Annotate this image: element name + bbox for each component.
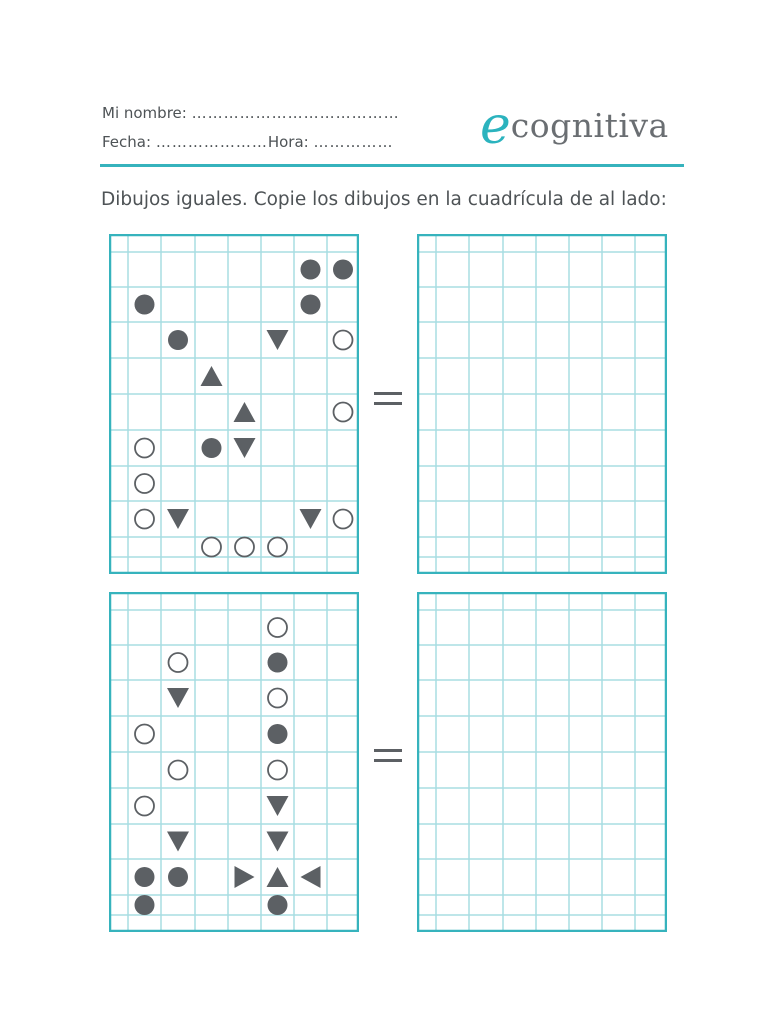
filled-circle-icon bbox=[333, 260, 353, 280]
open-circle-icon bbox=[169, 653, 188, 672]
copy-grid-1[interactable] bbox=[417, 234, 667, 574]
open-circle-icon bbox=[334, 331, 353, 350]
time-field[interactable]: …………… bbox=[313, 133, 394, 151]
triangle-down-icon bbox=[267, 832, 289, 852]
triangle-down-icon bbox=[167, 688, 189, 708]
filled-circle-icon bbox=[268, 895, 288, 915]
equals-sign bbox=[374, 747, 402, 765]
date-field[interactable]: ………………… bbox=[155, 133, 268, 151]
filled-circle-icon bbox=[301, 260, 321, 280]
triangle-down-icon bbox=[167, 509, 189, 529]
date-label: Fecha: bbox=[102, 133, 152, 151]
grid-svg bbox=[417, 234, 667, 574]
open-circle-icon bbox=[235, 538, 254, 557]
triangle-up-icon bbox=[267, 867, 289, 887]
instruction-text: Dibujos iguales. Copie los dibujos en la cuadrícula de al lado: bbox=[101, 189, 667, 210]
open-circle-icon bbox=[268, 689, 287, 708]
filled-circle-icon bbox=[168, 867, 188, 887]
name-field[interactable]: ………………………………… bbox=[191, 104, 400, 122]
open-circle-icon bbox=[135, 797, 154, 816]
grid-svg bbox=[109, 592, 359, 932]
logo-wordmark: cognitiva bbox=[510, 106, 669, 145]
open-circle-icon bbox=[268, 618, 287, 637]
triangle-down-icon bbox=[267, 330, 289, 350]
triangle-down-icon bbox=[267, 796, 289, 816]
open-circle-icon bbox=[202, 538, 221, 557]
header-divider bbox=[100, 164, 684, 167]
name-label: Mi nombre: bbox=[102, 104, 187, 122]
name-line bbox=[102, 104, 400, 122]
filled-circle-icon bbox=[301, 295, 321, 315]
grid-border bbox=[418, 593, 666, 931]
triangle-right-icon bbox=[235, 866, 255, 888]
triangle-down-icon bbox=[234, 438, 256, 458]
triangle-up-icon bbox=[234, 402, 256, 422]
filled-circle-icon bbox=[135, 895, 155, 915]
source-grid-2 bbox=[109, 592, 359, 932]
open-circle-icon bbox=[135, 510, 154, 529]
filled-circle-icon bbox=[268, 724, 288, 744]
time-label: Hora: bbox=[267, 133, 309, 151]
open-circle-icon bbox=[135, 725, 154, 744]
open-circle-icon bbox=[135, 439, 154, 458]
open-circle-icon bbox=[334, 403, 353, 422]
triangle-down-icon bbox=[300, 509, 322, 529]
source-grid-1 bbox=[109, 234, 359, 574]
logo-letter: e bbox=[480, 96, 511, 156]
open-circle-icon bbox=[135, 474, 154, 493]
open-circle-icon bbox=[268, 761, 287, 780]
ecognitiva-logo bbox=[480, 96, 669, 156]
date-time-line bbox=[102, 133, 393, 151]
filled-circle-icon bbox=[168, 330, 188, 350]
triangle-left-icon bbox=[301, 866, 321, 888]
copy-grid-2[interactable] bbox=[417, 592, 667, 932]
grid-border bbox=[418, 235, 666, 573]
filled-circle-icon bbox=[135, 295, 155, 315]
equals-sign bbox=[374, 390, 402, 408]
filled-circle-icon bbox=[268, 653, 288, 673]
grid-svg bbox=[109, 234, 359, 574]
grid-svg bbox=[417, 592, 667, 932]
open-circle-icon bbox=[334, 510, 353, 529]
filled-circle-icon bbox=[202, 438, 222, 458]
open-circle-icon bbox=[268, 538, 287, 557]
triangle-up-icon bbox=[201, 366, 223, 386]
filled-circle-icon bbox=[135, 867, 155, 887]
open-circle-icon bbox=[169, 761, 188, 780]
triangle-down-icon bbox=[167, 832, 189, 852]
